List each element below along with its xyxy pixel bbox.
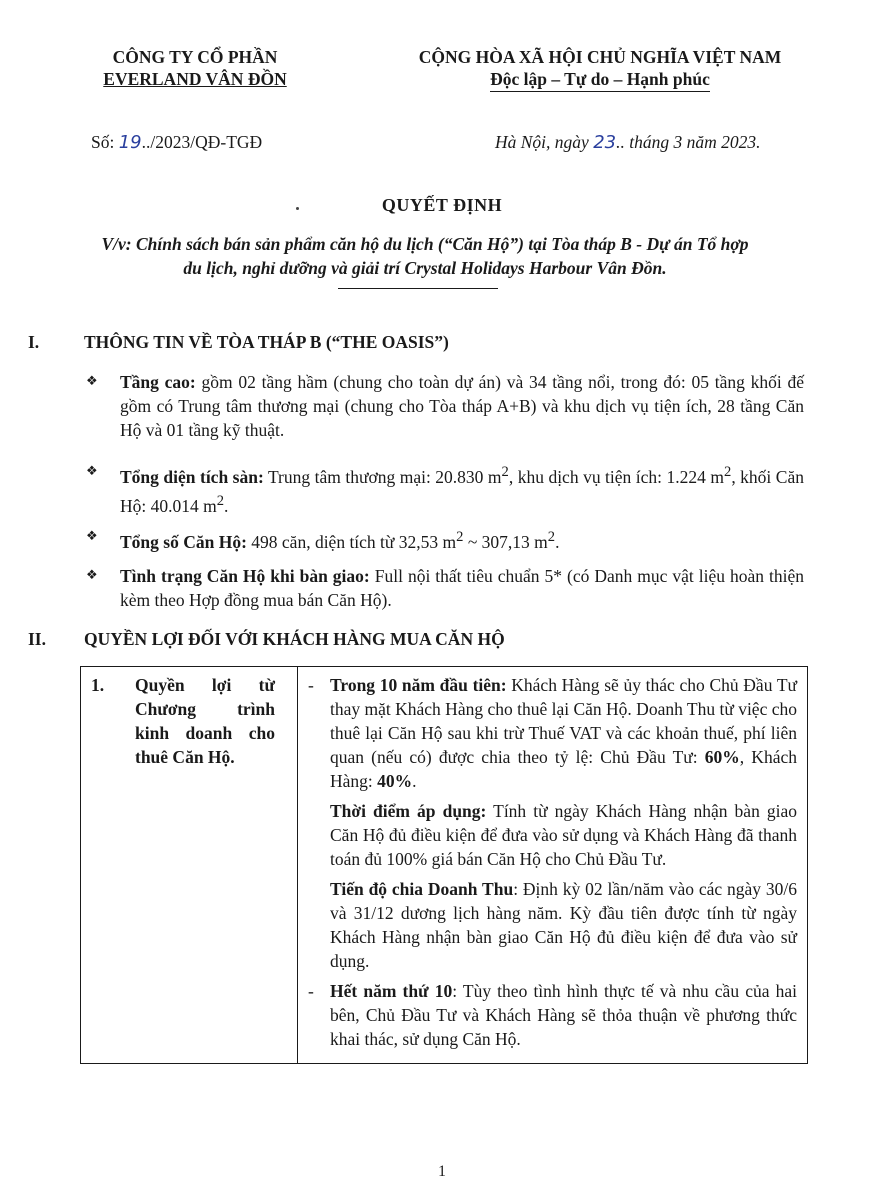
benefit-paragraph-first-10-years: - Trong 10 năm đầu tiên: Khách Hàng sẽ ủy thác cho Chủ Đầu Tư thay mặt Khách Hàng cho thuê lại Căn Hộ. Doanh Thu từ việc cho thuê lại Căn Hộ sau khi trừ Thuế VAT và các khoản thuế, phí liên quan (nếu có) được chia theo tỷ lệ: Chủ Đầu Tư: 60%, Khách Hàng: 40%. (308, 675, 797, 791)
bullet-floor-area: ❖ Tổng diện tích sàn: Trung tâm thương mại: 20.830 $m^2$, khu dịch vụ tiện ích: 1.224 $m^2$, khối Căn Hộ: 40.014 $m^2$. (84, 460, 804, 518)
subject-line2: du lịch, nghỉ dưỡng và giải trí Crystal Holidays Harbour Vân Đồn. (183, 258, 667, 278)
republic-title: CỘNG HÒA XÃ HỘI CHỦ NGHĨA VIỆT NAM (418, 47, 782, 67)
diamond-bullet-icon: ❖ (86, 464, 98, 479)
page-number: 1 (438, 1163, 446, 1180)
benefit-detail-cell (298, 667, 808, 1064)
benefit-label: Quyền lợi từ Chương trình kinh doanh cho thuê Căn Hộ. (135, 675, 275, 767)
decision-subject (30, 232, 820, 280)
document-date: Hà Nội, ngày 23.. tháng 3 năm 2023. (495, 132, 761, 153)
handwritten-day: 23 (593, 132, 617, 153)
motto: Độc lập – Tự do – Hạnh phúc (490, 68, 710, 92)
section-1-number: I. (28, 332, 40, 352)
diamond-bullet-icon: ❖ (86, 529, 98, 544)
benefits-table (80, 666, 808, 1064)
handwritten-number: 19 (118, 132, 142, 153)
table-row (81, 667, 808, 1064)
benefit-label-cell (81, 667, 298, 1064)
company-name-line1: CÔNG TY CỔ PHẦN (112, 47, 278, 67)
bullet-unit-count: ❖ Tổng số Căn Hộ: 498 căn, diện tích từ 32,53 $m^2$ ~ 307,13 $m^2$. (84, 525, 804, 554)
national-header (385, 46, 815, 92)
decision-title: QUYẾT ĐỊNH (381, 195, 503, 215)
section-2-number: II. (28, 629, 46, 649)
section-1-title: THÔNG TIN VỀ TÒA THÁP B (“THE OASIS”) (84, 332, 449, 352)
motto-line (385, 68, 815, 92)
document-number: Số: 19../2023/QĐ-TGĐ (91, 132, 263, 153)
benefit-number: 1. (91, 675, 105, 695)
subject-underline (338, 288, 498, 289)
benefit-paragraph-revenue-schedule: Tiến độ chia Doanh Thu: Định kỳ 02 lần/năm vào các ngày 30/6 và 31/12 dương lịch hàng năm. Kỳ đầu tiên được tính từ ngày Khách Hàng nhận bàn giao Căn Hộ đủ điều kiện để đưa vào sử dụng. (330, 879, 797, 971)
subject-line1: V/v: Chính sách bán sản phẩm căn hộ du lịch (“Căn Hộ”) tại Tòa tháp B - Dự án Tổ hợp (101, 234, 749, 254)
diamond-bullet-icon: ❖ (86, 374, 98, 389)
company-name (70, 46, 320, 90)
bullet-handover-status: ❖ Tình trạng Căn Hộ khi bàn giao: Full nội thất tiêu chuẩn 5* (có Danh mục vật liệu hoàn thiện kèm theo Hợp đồng mua bán Căn Hộ). (86, 566, 804, 610)
section-2-title: QUYỀN LỢI ĐỐI VỚI KHÁCH HÀNG MUA CĂN HỘ (84, 629, 505, 649)
benefit-paragraph-after-year-10: - Hết năm thứ 10: Tùy theo tình hình thực tế và nhu cầu của hai bên, Chủ Đầu Tư và Khách Hàng sẽ thỏa thuận về phương thức khai thác, sử dụng Căn Hộ. (308, 981, 797, 1049)
bullet-floors: ❖ Tầng cao: gồm 02 tầng hầm (chung cho toàn dự án) và 34 tầng nổi, trong đó: 05 tầng khối đế gồm có Trung tâm thương mại (chung cho Tòa tháp A+B) và khu dịch vụ tiện ích, 28 tầng Căn Hộ và 01 tầng kỹ thuật. (86, 372, 805, 440)
diamond-bullet-icon: ❖ (86, 568, 98, 583)
company-name-line2: EVERLAND VÂN ĐỒN (103, 69, 287, 89)
benefit-paragraph-effective-time: Thời điểm áp dụng: Tính từ ngày Khách Hàng nhận bàn giao Căn Hộ đủ điều kiện để đưa vào sử dụng và Khách Hàng đã thanh toán đủ 100% giá bán Căn Hộ cho Chủ Đầu Tư. (330, 801, 798, 869)
